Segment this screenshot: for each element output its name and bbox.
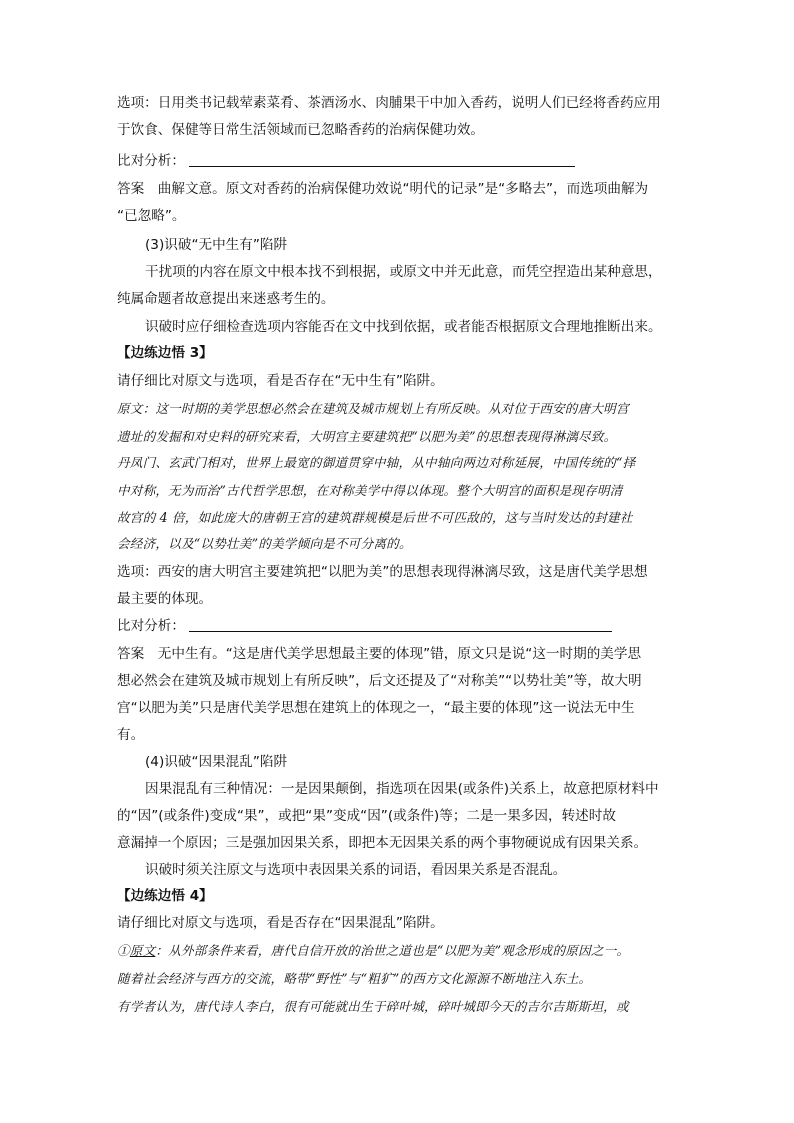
option-text-line: 选项：西安的唐大明宫主要建筑把“以肥为美”的思想表现得淋漓尽致，这是唐代美学思想 [117,564,648,580]
source-text-line: 有学者认为，唐代诗人李白，很有可能就出生于碎叶城，碎叶城即今天的吉尔吉斯斯坦，或 [117,999,629,1014]
section-heading: (4)识破“因果混乱”陷阱 [145,754,288,770]
paragraph-line: 纯属命题者故意提出来迷惑考生的。 [117,291,335,307]
source-label: 原文 [129,943,156,958]
source-text-line: 故宫的 4 倍，如此庞大的唐朝王宫的建筑群规模是后世不可匹敌的，这与当时发达的封建社 [117,510,633,525]
exercise-heading: 【边练边悟 3】 [117,345,213,361]
source-text-line: 随着社会经济与西方的交流，略带“野性”与“粗犷”的西方文化源源不断地注入东土。 [117,971,592,986]
source-text-line [117,942,687,960]
answer-line: 宫“以肥为美”只是唐代美学思想在建筑上的体现之一，“最主要的体现”这一说法无中生 [117,700,635,716]
source-text-line: 原文：这一时期的美学思想必然会在建筑及城市规划上有所反映。从对位于西安的唐大明宫 [117,401,629,416]
answer-line: “已忽略”。 [117,208,186,224]
analysis-label: 比对分析： [117,618,185,634]
paragraph-line: 干扰项的内容在原文中根本找不到根据，或原文中并无此意，而凭空捏造出某种意思， [145,264,662,280]
answer-line: 有。 [117,727,145,743]
paragraph-line: 识破时应仔细检查选项内容能否在文中找到依据，或者能否根据原文合理地推断出来。 [145,319,662,335]
source-text-line: 会经济，以及“以势壮美”的美学倾向是不可分离的。 [117,536,412,551]
instruction-line: 请仔细比对原文与选项，看是否存在“因果混乱”陷阱。 [117,915,444,931]
exercise-heading: 【边练边悟 4】 [117,888,213,904]
analysis-label: 比对分析： [117,153,185,169]
answer-line: 答案 无中生有。“这是唐代美学思想最主要的体现”错，原文只是说“这一时期的美学思 [117,646,642,662]
analysis-fill-line [117,152,687,170]
paragraph-line: 意漏掉一个原因；三是强加因果关系，即把本无因果关系的两个事物硬说成有因果关系。 [117,835,648,851]
option-text-line: 于饮食、保健等日常生活领域而已忽略香药的治病保健功效。 [117,122,485,138]
instruction-line: 请仔细比对原文与选项，看是否存在“无中生有”陷阱。 [117,373,444,389]
source-text-line: 丹凤门、玄武门相对，世界上最宽的御道贯穿中轴，从中轴向两边对称延展，中国传统的“择 [117,455,636,470]
section-heading: (3)识破“无中生有”陷阱 [145,237,288,253]
source-text: ：从外部条件来看，唐代自信开放的治世之道也是“以肥为美”观念形成的原因之一。 [155,943,630,958]
source-text-line: 遗址的发掘和对史料的研究来看，大明宫主要建筑把“以肥为美”的思想表现得淋漓尽致。 [117,429,617,444]
option-text-line: 最主要的体现。 [117,591,213,607]
source-text-line: 中对称，无为而治”古代哲学思想，在对称美学中得以体现。整个大明宫的面积是现存明清 [117,483,623,498]
answer-line: 答案 曲解文意。原文对香药的治病保健功效说“明代的记录”是“多略去”，而选项曲解为 [117,181,649,197]
option-text-line: 选项：日用类书记载荤素菜肴、茶酒汤水、肉脯果干中加入香药，说明人们已经将香药应用 [117,95,661,111]
paragraph-line: 识破时须关注原文与选项中表因果关系的词语，看因果关系是否混乱。 [145,862,567,878]
item-number: ① [117,943,130,958]
analysis-fill-line [117,617,687,635]
paragraph-line: 因果混乱有三种情况：一是因果颠倒，指选项在因果(或条件)关系上，故意把原材料中 [145,781,659,797]
paragraph-line: 的“因”(或条件)变成“果”，或把“果”变成“因”(或条件)等；二是一果多因，转述时故 [117,808,616,824]
answer-blank-underline [189,152,575,167]
answer-line: 想必然会在建筑及城市规划上有所反映”，后文还提及了“对称美”“以势壮美”等，故大明 [117,673,642,689]
answer-blank-underline [189,617,612,632]
